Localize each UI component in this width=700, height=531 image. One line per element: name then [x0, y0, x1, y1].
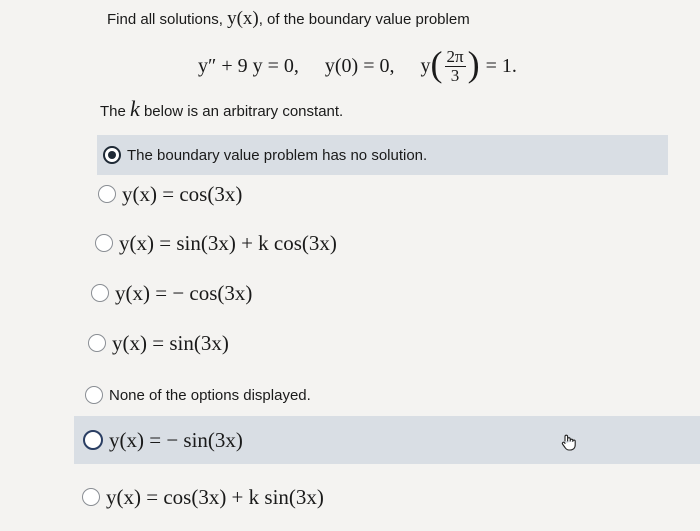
answer-option-none[interactable]: [85, 383, 311, 407]
option-label: y(x) = − cos(3x): [115, 280, 253, 305]
radio-icon[interactable]: [85, 386, 103, 404]
note-variable: k: [130, 96, 140, 121]
radio-icon[interactable]: [83, 430, 103, 450]
right-paren: ): [467, 44, 480, 85]
question-prefix: Find all solutions,: [107, 11, 228, 28]
option-label: y(x) = − sin(3x): [109, 427, 243, 452]
radio-selected-icon[interactable]: [103, 146, 121, 164]
option-label: y(x) = sin(3x): [112, 330, 229, 355]
answer-option-cos-plus-ksin[interactable]: [82, 484, 324, 510]
radio-icon[interactable]: [95, 234, 113, 252]
question-function: y(x): [227, 8, 259, 29]
constant-note: [100, 96, 343, 122]
answer-option-neg-cos[interactable]: [91, 281, 252, 305]
ode-term: y″ + 9 y = 0,: [198, 54, 299, 77]
left-paren: (: [430, 44, 443, 85]
option-label: The boundary value problem has no solution.: [127, 146, 428, 164]
note-suffix: below is an arbitrary constant.: [139, 103, 344, 120]
answer-option-no-solution[interactable]: [97, 135, 668, 175]
note-prefix: The: [100, 103, 131, 120]
fraction: [445, 48, 466, 85]
option-label: y(x) = sin(3x) + k cos(3x): [119, 230, 337, 255]
answer-option-cos[interactable]: [98, 182, 242, 206]
boundary-condition-2-func: y: [420, 54, 431, 77]
fraction-numerator: 2π: [446, 47, 464, 66]
radio-icon[interactable]: [82, 488, 100, 506]
boundary-value-equation: [198, 44, 517, 85]
option-label: y(x) = cos(3x) + k sin(3x): [106, 484, 324, 509]
option-label: None of the options displayed.: [109, 386, 311, 404]
boundary-condition-1: y(0) = 0,: [324, 54, 395, 77]
hand-pointer-icon: [559, 432, 579, 452]
radio-icon[interactable]: [88, 334, 106, 352]
fraction-denominator: 3: [450, 65, 460, 85]
question-suffix: , of the boundary value problem: [258, 11, 470, 28]
answer-option-sin[interactable]: [88, 331, 229, 355]
radio-icon[interactable]: [91, 284, 109, 302]
radio-icon[interactable]: [98, 185, 116, 203]
boundary-condition-2-rhs: = 1.: [485, 54, 517, 77]
answer-option-neg-sin[interactable]: [74, 416, 700, 464]
option-label: y(x) = cos(3x): [122, 181, 243, 206]
question-prompt: [107, 8, 470, 30]
answer-option-sin-plus-kcos[interactable]: [95, 231, 337, 255]
